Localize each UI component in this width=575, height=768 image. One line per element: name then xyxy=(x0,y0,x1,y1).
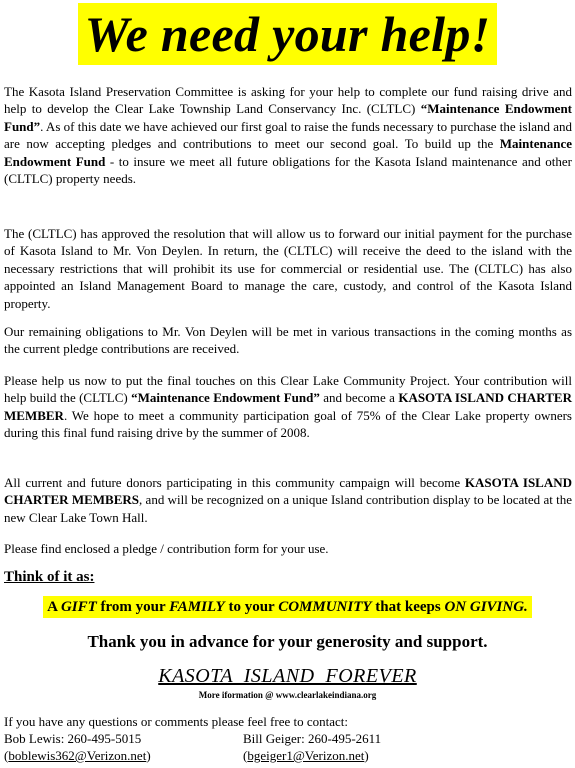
gift-a: A xyxy=(47,599,61,615)
p4-bold-member: KASOTA ISLAND CHARTER MEMBER xyxy=(4,390,572,423)
email-bill-geiger-wrap: (bgeiger1@Verizon.net) xyxy=(243,748,369,763)
p1-text-1: The Kasota Island Preservation Committee is asking for your help to complete our fund raising drive and help to develop the Clear Lake Township Land Conservancy Inc. (CLTLC) xyxy=(4,84,572,117)
p4-text-2: and become a xyxy=(319,390,399,406)
gift-line-container xyxy=(0,596,575,618)
p5-text-2: , and will be recognized on a unique Island contribution display to be located at the new Clear Lake Town Hall. xyxy=(4,492,572,525)
email-bob-lewis-link[interactable]: boblewis362@Verizon.net xyxy=(8,748,147,763)
email-bob-lewis-wrap: (boblewis362@Verizon.net) xyxy=(4,748,151,763)
p1-bold-fund-2: Maintenance Endowment Fund xyxy=(4,136,572,169)
p2-text: The (CLTLC) has approved the resolution that will allow us to forward our initial payment for the purchase of Kasota Island to Mr. Von Deylen. In return, the (CLTLC) will receive the deed to the island with the necessary restrictions that will prohibit its use for commercial or residential use. The (CLTLC) has also appointed an Island Management Board to manage the care, custody, and control of the Kasota Island property. xyxy=(4,226,572,311)
gift-word: GIFT xyxy=(60,599,97,615)
gift-line xyxy=(43,596,532,618)
contact-intro: If you have any questions or comments please feel free to contact: xyxy=(4,714,349,729)
p1-bold-fund: “Maintenance Endowment Fund” xyxy=(4,101,573,134)
headline: We need your help! xyxy=(78,3,498,65)
paragraph-intro xyxy=(4,83,572,187)
gift-d: that keeps xyxy=(371,599,445,615)
p5-bold-members: KASOTA ISLAND CHARTER MEMBERS xyxy=(4,475,573,508)
p3-text: Our remaining obligations to Mr. Von Deylen will be met in various transactions in the coming months as the current pledge contributions are received. xyxy=(4,324,572,357)
paragraph-resolution xyxy=(4,225,572,312)
paragraph-help xyxy=(4,372,572,442)
email-bill-geiger-link[interactable]: bgeiger1@Verizon.net xyxy=(247,748,365,763)
forever-slogan: KASOTA ISLAND FOREVER xyxy=(158,665,417,687)
p6-text: Please find enclosed a pledge / contribution form for your use. xyxy=(4,541,329,556)
gift-b: from your xyxy=(96,599,170,615)
more-info-link[interactable]: More iformation @ www.clearlakeindiana.org xyxy=(198,690,377,700)
p5-text-1: All current and future donors participating in this community campaign will become xyxy=(4,475,465,490)
gift-c: to your xyxy=(224,599,279,615)
contact-bob-lewis: Bob Lewis: 260-495-5015 xyxy=(4,731,142,746)
p1-text-2: . As of this date we have achieved our first goal to raise the funds necessary to purchase the island and are now accepting pledges and contributions to meet our second goal. To build up the xyxy=(4,118,572,152)
contact-bill-geiger: Bill Geiger: 260-495-2611 xyxy=(243,731,382,746)
paragraph-donors xyxy=(4,474,572,526)
family-word: FAMILY xyxy=(169,599,225,615)
think-heading: Think of it as: xyxy=(4,569,95,585)
paragraph-pledge-form xyxy=(4,540,572,557)
p1-text-3: - to insure we meet all future obligations for the Kasota Island maintenance and other (CLTLC) property needs. xyxy=(4,153,572,187)
thanks-line: Thank you in advance for your generosity and support. xyxy=(87,632,488,651)
headline-container xyxy=(0,3,575,65)
p4-bold-fund: “Maintenance Endowment Fund” xyxy=(131,390,320,406)
on-giving-word: ON GIVING. xyxy=(444,599,528,615)
p4-text-3: . We hope to meet a community participation goal of 75% of the Clear Lake property owners during this final fund raising drive by the summer of 2008. xyxy=(4,407,572,441)
community-word: COMMUNITY xyxy=(278,599,372,615)
p4-text-1: Please help us now to put the final touches on this Clear Lake Community Project. Your contribution will help build the (CLTLC) xyxy=(4,373,572,406)
paragraph-obligations xyxy=(4,323,572,358)
